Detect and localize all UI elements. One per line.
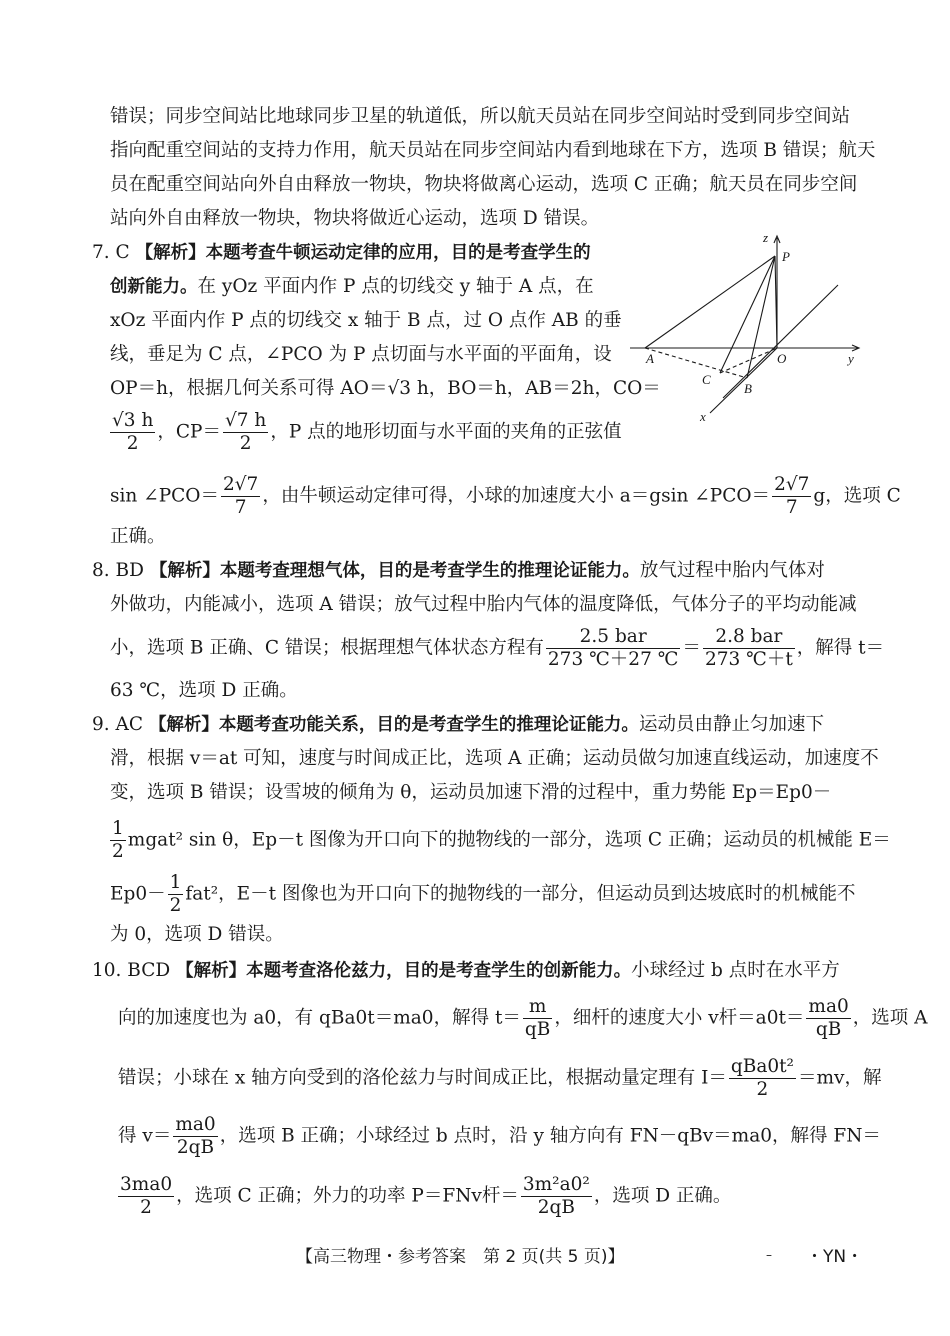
intro-line-2: 指向配重空间站的支持力作用，航天员站在同步空间站内看到地球在下方，选项 B 错误；航天 <box>110 140 876 161</box>
q7-fraction-sin: $\frac{2√7}{7}$ <box>222 474 259 518</box>
q7-line-5: OP＝h，根据几何关系可得 AO＝√3 h，BO＝h，AB＝2h，CO＝ <box>110 378 661 399</box>
page-footer: 【高三物理・参考答案 第 2 页(共 5 页)】 <box>296 1247 625 1267</box>
intro-line-1: 错误；同步空间站比地球同步卫星的轨道低，所以航天员站在同步空间站时受到同步空间站 <box>110 106 851 127</box>
q9-number: 9. AC <box>92 714 144 735</box>
q10-line-3 <box>118 1056 881 1101</box>
q10-text-1: 小球经过 b 点时在水平方 <box>631 960 840 981</box>
q8-line-1 <box>92 558 825 584</box>
label-o: O <box>777 351 787 366</box>
q10-line-4 <box>118 1114 881 1159</box>
line-pb <box>747 256 775 378</box>
q7-line-3: xOz 平面内作 P 点的切线交 x 轴于 B 点，过 O 点作 AB 的垂 <box>110 310 622 331</box>
label-c: C <box>702 372 711 387</box>
q7-ability: 创新能力。 <box>110 277 198 297</box>
q7-fraction-cp: $\frac{√7 h}{2}$ <box>224 410 267 454</box>
q8-line-3 <box>110 626 884 671</box>
q10-line-5 <box>116 1174 731 1219</box>
q10-text-2b: ，细杆的速度大小 v杆＝a0t＝ <box>554 1007 805 1029</box>
q10-fraction-power: $\frac{\text{3m²a0²}}{2qB}$ <box>522 1174 590 1218</box>
q7-line-1 <box>92 240 591 266</box>
q9-line-1 <box>92 712 824 738</box>
q10-text-5a: ，选项 C 正确；外力的功率 P＝FNv杆＝ <box>176 1185 519 1207</box>
q8-fraction-2: $\frac{\text{2.8 bar}}{273 ℃+t}$ <box>704 626 793 670</box>
line-ab <box>645 348 747 378</box>
q7-line-4: 线，垂足为 C 点，∠PCO 为 P 点切面与水平面的平面角，设 <box>110 344 612 365</box>
label-b: B <box>744 381 752 396</box>
q10-number: 10. BCD <box>92 960 171 981</box>
q10-fraction-v: $\frac{ma0}{qB}$ <box>808 996 849 1040</box>
q7-line-2 <box>110 274 594 300</box>
q10-text-2c: ，选项 A <box>852 1007 928 1029</box>
footer-dash: – <box>766 1248 772 1262</box>
footer-code: ・YN・ <box>806 1247 864 1267</box>
q8-text-1: 放气过程中胎内气体对 <box>639 560 825 581</box>
q7-line-6 <box>108 410 622 455</box>
q9-text-5b: fat²，E－t 图像也为开口向下的抛物线的一部分，但运动员到达坡底时的机械能不 <box>185 883 856 905</box>
q10-tag: 【解析】本题考查洛伦兹力，目的是考查学生的创新能力。 <box>176 961 632 981</box>
coordinate-diagram <box>620 228 870 428</box>
q7-line-8: 正确。 <box>110 526 166 547</box>
q10-text-5b: ，选项 D 正确。 <box>593 1185 732 1207</box>
q7-fraction-a: $\frac{2√7}{7}$ <box>774 474 810 518</box>
q7-text-6: ，P 点的地形切面与水平面的夹角的正弦值 <box>270 421 622 443</box>
q8-fraction-1: $\frac{\text{2.5 bar}}{273 ℃+27 ℃}$ <box>547 626 679 670</box>
label-a: A <box>646 351 654 366</box>
q10-line-2 <box>118 996 928 1041</box>
line-pa <box>645 256 775 348</box>
q7-line-7 <box>110 474 901 519</box>
q7-text-2: 在 yOz 平面内作 P 点的切线交 y 轴于 A 点，在 <box>197 276 594 297</box>
q8-equals: ＝ <box>682 637 701 659</box>
q9-tag: 【解析】本题考查功能关系，目的是考查学生的推理论证能力。 <box>148 715 639 735</box>
q8-line-2: 外做功，内能减小，选项 A 错误；放气过程中胎内气体的温度降低，气体分子的平均动能减 <box>110 594 857 615</box>
label-y: y <box>848 351 854 366</box>
q10-text-4a: 得 v＝ <box>118 1125 172 1147</box>
q9-text-4: mgat² sin θ，Ep－t 图像为开口向下的抛物线的一部分，选项 C 正确；运动员的机械能 E＝ <box>127 829 891 851</box>
q9-text-5a: Ep0－ <box>110 883 166 905</box>
q9-fraction-half-1: $\frac{1}{2}$ <box>112 818 124 862</box>
intro-line-4: 站向外自由释放一物块，物块将做近心运动，选项 D 错误。 <box>110 208 600 229</box>
q7-tag: 【解析】本题考查牛顿运动定律的应用，目的是考查学生的 <box>135 243 591 263</box>
q8-line-4: 63 ℃，选项 D 正确。 <box>110 680 298 701</box>
q9-text-1: 运动员由静止匀加速下 <box>638 714 824 735</box>
label-z: z <box>763 230 769 245</box>
q7-fraction-co: $\frac{√3 h}{2}$ <box>112 410 154 454</box>
q8-number: 8. BD <box>92 560 144 581</box>
q10-text-2a: 向的加速度也为 a0，有 qBa0t＝ma0，解得 t＝ <box>118 1007 521 1029</box>
q8-text-3b: ，解得 t＝ <box>796 637 885 659</box>
q8-text-3: 小，选项 B 正确、C 错误；根据理想气体状态方程有 <box>110 637 544 659</box>
q7-number: 7. C <box>92 242 130 263</box>
q8-tag: 【解析】本题考查理想气体，目的是考查学生的推理论证能力。 <box>149 561 640 581</box>
q9-fraction-half-2: $\frac{1}{2}$ <box>169 872 182 916</box>
q9-line-2: 滑，根据 v＝at 可知，速度与时间成正比，选项 A 正确；运动员做匀加速直线运动，加速度不 <box>110 748 879 769</box>
q7-text-7: ，由牛顿运动定律可得，小球的加速度大小 a＝gsin ∠PCO＝ <box>262 485 771 507</box>
q7-cp-text: ，CP＝ <box>157 421 221 443</box>
q10-text-4b: ，选项 B 正确；小球经过 b 点时，沿 y 轴方向有 FN－qBv＝ma0，解得 FN＝ <box>219 1125 881 1147</box>
q10-fraction-t: $\frac{m}{qB}$ <box>524 996 551 1040</box>
q10-line-1 <box>92 958 840 984</box>
q7-sin-label: sin ∠PCO＝ <box>110 485 219 507</box>
q10-fraction-impulse: $\frac{\text{qBa0t²}}{2}$ <box>730 1056 794 1100</box>
tangent-line <box>723 285 838 398</box>
q9-line-3: 变，选项 B 错误；设雪坡的倾角为 θ，运动员加速下滑的过程中，重力势能 Ep＝Ep0－ <box>110 782 832 803</box>
intro-line-3: 员在配重空间站向外自由释放一物块，物块将做离心运动，选项 C 正确；航天员在同步空间 <box>110 174 858 195</box>
label-p: P <box>782 249 790 264</box>
q10-text-3b: ＝mv，解 <box>797 1067 882 1089</box>
q10-fraction-speed: $\frac{ma0}{2qB}$ <box>175 1114 216 1158</box>
q9-line-5 <box>110 872 855 917</box>
q9-line-4 <box>108 818 891 863</box>
q9-line-6: 为 0，选项 D 错误。 <box>110 924 284 945</box>
label-x: x <box>700 409 706 424</box>
q10-text-3a: 错误；小球在 x 轴方向受到的洛伦兹力与时间成正比，根据动量定理有 I＝ <box>118 1067 727 1089</box>
q7-text-7c: g，选项 C <box>813 485 901 507</box>
q10-fraction-fn: $\frac{3ma0}{2}$ <box>120 1174 173 1218</box>
